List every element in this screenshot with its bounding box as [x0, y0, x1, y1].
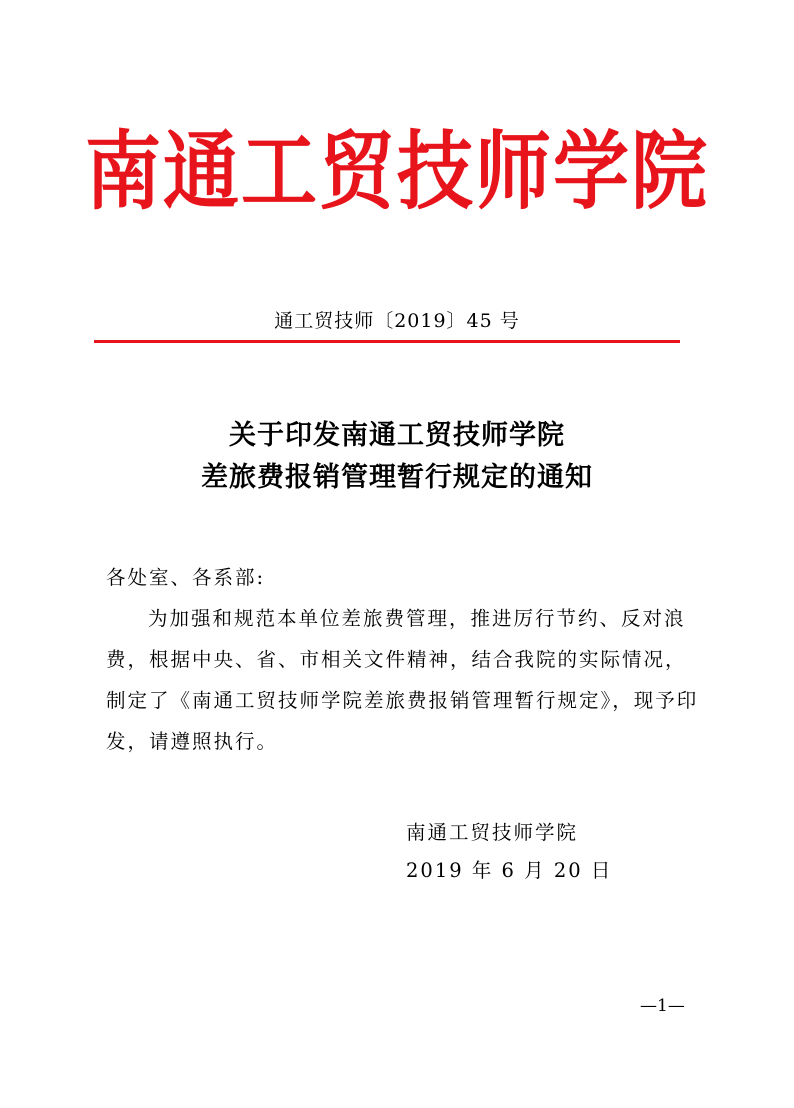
body-paragraph: [106, 598, 699, 762]
body-line-1: 为加强和规范本单位差旅费管理，推进厉行节约、反对浪: [148, 607, 686, 630]
page-number: —1—: [640, 996, 685, 1016]
signature-date: 2019 年 6 月 20 日: [406, 859, 613, 882]
signature-organization: 南通工贸技师学院: [406, 821, 579, 844]
document-title-line-1: 关于印发南通工贸技师学院: [229, 420, 565, 451]
body-line-3: 制定了《南通工贸技师学院差旅费报销管理暂行规定》，现予印: [106, 689, 699, 712]
body-line-4: 发，请遵照执行。: [106, 730, 279, 753]
salutation: 各处室、各系部:: [106, 566, 266, 589]
document-number: 通工贸技师〔2019〕45 号: [274, 310, 520, 332]
document-title-line-2: 差旅费报销管理暂行规定的通知: [201, 462, 593, 493]
red-divider-line: [94, 340, 680, 343]
body-line-2: 费，根据中央、省、市相关文件精神，结合我院的实际情况，: [106, 648, 687, 671]
masthead-org-name: 南通工贸技师学院: [85, 121, 709, 222]
